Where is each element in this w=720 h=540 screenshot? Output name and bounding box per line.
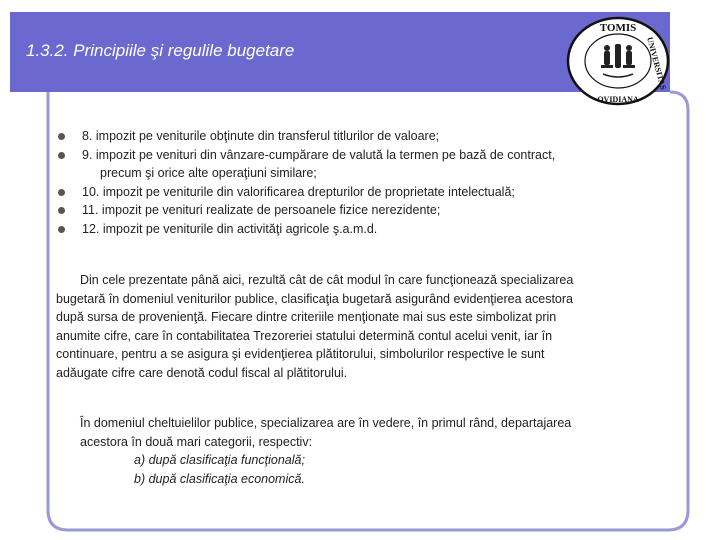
list-item: 8. impozit pe veniturile obţinute din transferul titlurilor de valoare; <box>58 127 658 146</box>
university-seal-logo <box>563 14 673 108</box>
list-item: 9. impozit pe venituri din vânzare-cumpărare de valută la termen pe bază de contract, <box>58 146 658 165</box>
paragraph-line: bugetară în domeniul veniturilor publice, clasificaţia bugetară asigurând evidenţierea acestora <box>56 291 573 306</box>
svg-text:TOMIS: TOMIS <box>599 22 637 34</box>
bullet-icon <box>58 207 65 214</box>
svg-text:OVIDIANA: OVIDIANA <box>597 95 639 104</box>
paragraph-line: adăugate cifre care denotă codul fiscal al plătitorului. <box>56 365 348 380</box>
list-item: 11. impozit pe venituri realizate de persoanele fizice nerezidente; <box>58 201 658 220</box>
paragraph-line: continuare, pentru a se asigura şi evidenţierea plătitorului, simbolurilor respective le sunt <box>56 347 545 361</box>
expenses-intro-line: În domeniul cheltuielilor publice, specializarea are în vedere, în primul rând, departajarea <box>80 416 572 430</box>
bullet-icon <box>58 189 65 196</box>
list-item: 10. impozit pe veniturile din valorificarea drepturilor de proprietate intelectuală; <box>58 183 658 202</box>
summary-paragraph <box>56 271 656 382</box>
page-title: 1.3.2. Principiile şi regulile bugetare <box>26 41 295 60</box>
expenses-section <box>80 414 670 488</box>
paragraph-line: după sursa de provenienţă. Fiecare dintre criteriile menţionate mai sus este simbolizat prin <box>56 310 557 324</box>
bullet-icon <box>58 226 65 233</box>
svg-text:UNIVERSITAS: UNIVERSITAS <box>645 36 668 91</box>
list-item-continuation: precum şi orice alte operaţiuni similare; <box>100 166 317 180</box>
expenses-item-a: a) după clasificaţia funcţională; <box>134 453 305 467</box>
expenses-intro-line: acestora în două mari categorii, respectiv: <box>80 434 313 449</box>
paragraph-line: Din cele prezentate până aici, rezultă cât de cât modul în care funcţionează specializarea <box>80 273 574 287</box>
list-item: 12. impozit pe veniturile din activităţi agricole ş.a.m.d. <box>58 220 658 239</box>
tax-bullet-list <box>58 127 658 238</box>
expenses-item-b: b) după clasificaţia economică. <box>134 471 305 486</box>
paragraph-line: anumite cifre, care în contabilitatea Trezoreriei statului determină contul acelui venit, iar în <box>56 328 553 343</box>
bullet-icon <box>58 133 65 140</box>
bullet-icon <box>58 152 65 159</box>
